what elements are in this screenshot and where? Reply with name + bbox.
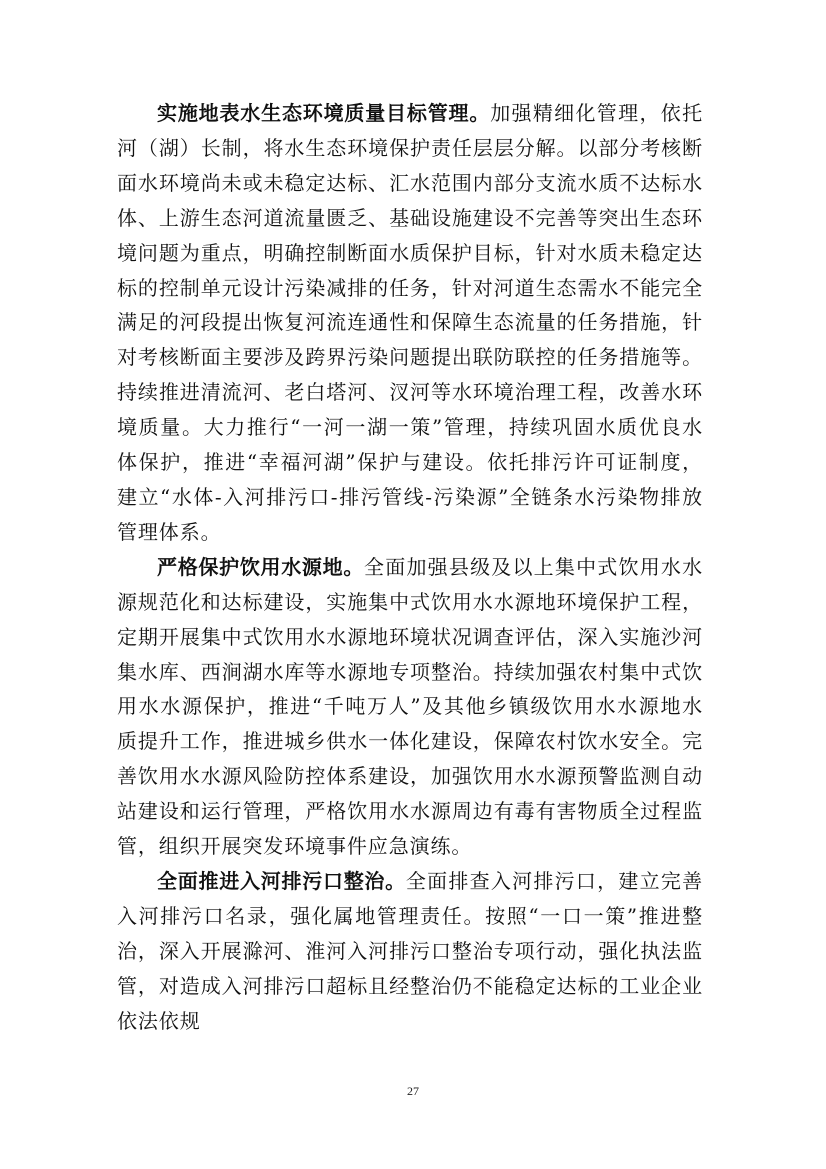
- paragraph-heading: 严格保护饮用水源地。: [157, 554, 365, 579]
- paragraph-body: 全面加强县级及以上集中式饮用水水源规范化和达标建设，实施集中式饮用水水源地环境保护工程，定期开展集中式饮用水水源地环境状况调查评估，深入实施沙河集水库、西涧湖水库等水源地专项整治。持续加强农村集中式饮用水水源保护，推进“千吨万人”及其他乡镇级饮用水水源地水质提升工作，推进城乡供水一体化建设，保障农村饮水安全。完善饮用水水源风险防控体系建设，加强饮用水水源预警监测自动站建设和运行管理，严格饮用水水源周边有毒有害物质全过程监管，组织开展突发环境事件应急演练。: [117, 554, 704, 859]
- paragraph-sewage-outlets: [117, 864, 703, 1039]
- paragraph-heading: 实施地表水生态环境质量目标管理。: [157, 101, 491, 125]
- paragraph-surface-water: [117, 96, 703, 550]
- paragraph-body: 加强精细化管理，依托河（湖）长制，将水生态环境保护责任层层分解。以部分考核断面水环境尚未或未稳定达标、汇水范围内部分支流水质不达标水体、上游生态河道流量匮乏、基础设施建设不完善等突出生态环境问题为重点，明确控制断面水质保护目标，针对水质未稳定达标的控制单元设计污染减排的任务，针对河道生态需水不能完全满足的河段提出恢复河流连通性和保障生态流量的任务措施，针对考核断面主要涉及跨界污染问题提出联防联控的任务措施等。持续推进清流河、老白塔河、汊河等水环境治理工程，改善水环境质量。大力推行“一河一湖一策”管理，持续巩固水质优良水体保护，推进“幸福河湖”保护与建设。依托排污许可证制度，建立“水体-入河排污口-排污管线-污染源”全链条水污染物排放管理体系。: [117, 101, 704, 544]
- paragraph-drinking-water: [117, 550, 703, 864]
- paragraph-heading: 全面推进入河排污口整治。: [157, 868, 406, 893]
- paragraph-body: 全面排查入河排污口，建立完善入河排污口名录，强化属地管理责任。按照“一口一策”推进整治，深入开展滁河、淮河入河排污口整治专项行动，强化执法监管，对造成入河排污口超标且经整治仍不能稳定达标的工业企业依法依规: [117, 868, 703, 1033]
- body-text: [117, 96, 703, 1038]
- page-number: 27: [407, 1084, 419, 1098]
